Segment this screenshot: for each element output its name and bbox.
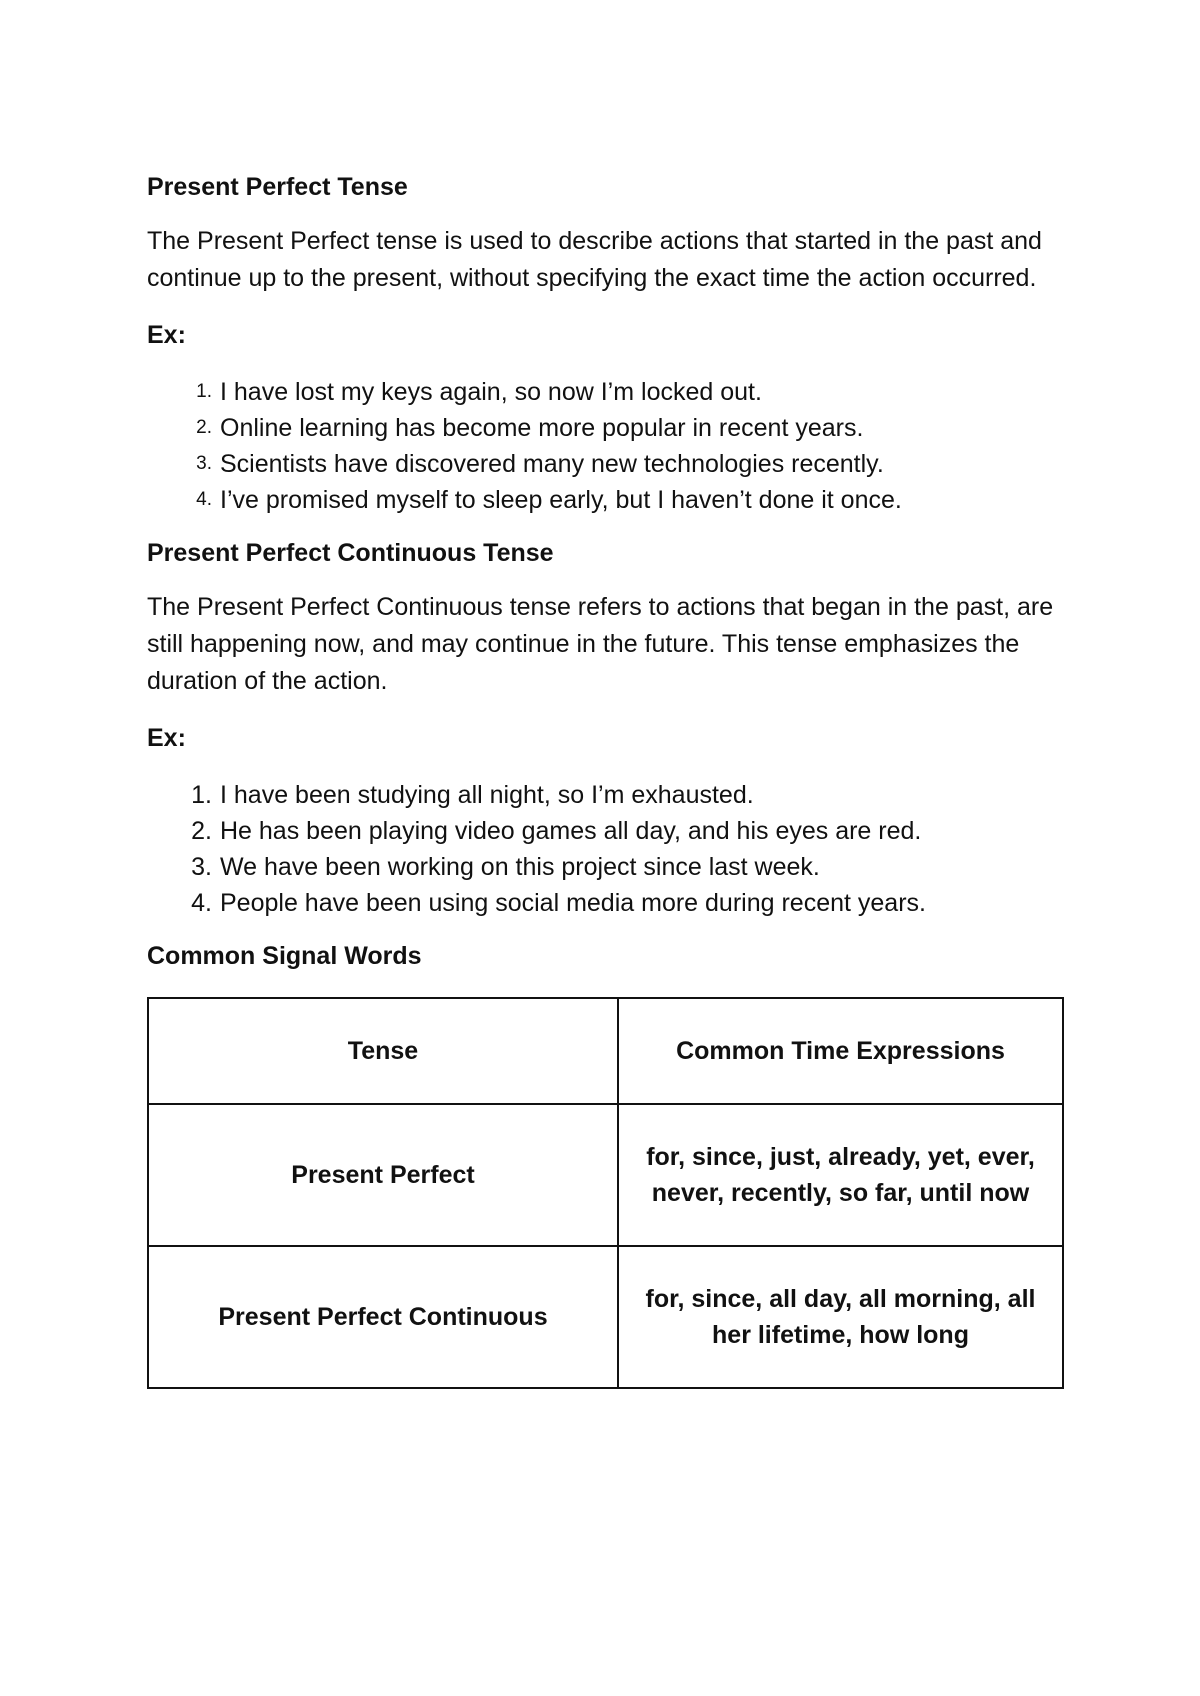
examples-label: Ex: — [147, 724, 186, 752]
table-row — [148, 1246, 1063, 1388]
table-header-cell: Common Time Expressions — [618, 998, 1063, 1104]
list-item-number: 2. — [196, 417, 212, 438]
document-page — [147, 168, 1063, 1389]
list-item-number: 3. — [196, 453, 212, 474]
list-item-number: 1. — [196, 381, 212, 402]
table-cell: Present Perfect — [148, 1104, 618, 1246]
table-header-cell: Tense — [148, 998, 618, 1104]
table-cell: for, since, all day, all morning, all her lifetime, how long — [618, 1246, 1063, 1388]
list-item-number: 2. — [191, 817, 212, 845]
list-item-text: We have been working on this project since last week. — [220, 853, 820, 881]
table-cell: Present Perfect Continuous — [148, 1246, 618, 1388]
list-item — [147, 813, 1063, 849]
section-heading-signal-words: Common Signal Words — [147, 942, 422, 970]
list-item — [147, 482, 1063, 518]
section-heading-present-perfect-continuous: Present Perfect Continuous Tense — [147, 539, 554, 567]
list-item-number: 4. — [191, 889, 212, 917]
list-item-number: 3. — [191, 853, 212, 881]
examples-list-present-perfect — [147, 374, 1063, 518]
list-item-text: I have lost my keys again, so now I’m locked out. — [220, 378, 762, 406]
list-item-text: He has been playing video games all day, and his eyes are red. — [220, 817, 922, 845]
list-item — [147, 410, 1063, 446]
table-cell: for, since, just, already, yet, ever, never, recently, so far, until now — [618, 1104, 1063, 1246]
list-item — [147, 777, 1063, 813]
list-item — [147, 849, 1063, 885]
section-paragraph-present-perfect-continuous: The Present Perfect Continuous tense refers to actions that began in the past, are still happening now, and may continue in the future. This tense emphasizes the duration of the action. — [147, 593, 1054, 695]
list-item-text: Online learning has become more popular in recent years. — [220, 414, 864, 442]
list-item-number: 4. — [196, 489, 212, 510]
examples-label: Ex: — [147, 321, 186, 349]
signal-words-table — [147, 997, 1064, 1389]
table-row — [148, 1104, 1063, 1246]
list-item — [147, 374, 1063, 410]
list-item — [147, 885, 1063, 921]
list-item — [147, 446, 1063, 482]
table-header-row — [148, 998, 1063, 1104]
list-item-text: I’ve promised myself to sleep early, but I haven’t done it once. — [220, 486, 902, 514]
list-item-text: People have been using social media more during recent years. — [220, 889, 926, 917]
list-item-text: Scientists have discovered many new technologies recently. — [220, 450, 884, 478]
list-item-text: I have been studying all night, so I’m exhausted. — [220, 781, 754, 809]
section-paragraph-present-perfect: The Present Perfect tense is used to describe actions that started in the past and continue up to the present, without specifying the exact time the action occurred. — [147, 227, 1042, 292]
list-item-number: 1. — [191, 781, 212, 809]
examples-list-present-perfect-continuous — [147, 777, 1063, 921]
section-heading-present-perfect: Present Perfect Tense — [147, 173, 408, 201]
